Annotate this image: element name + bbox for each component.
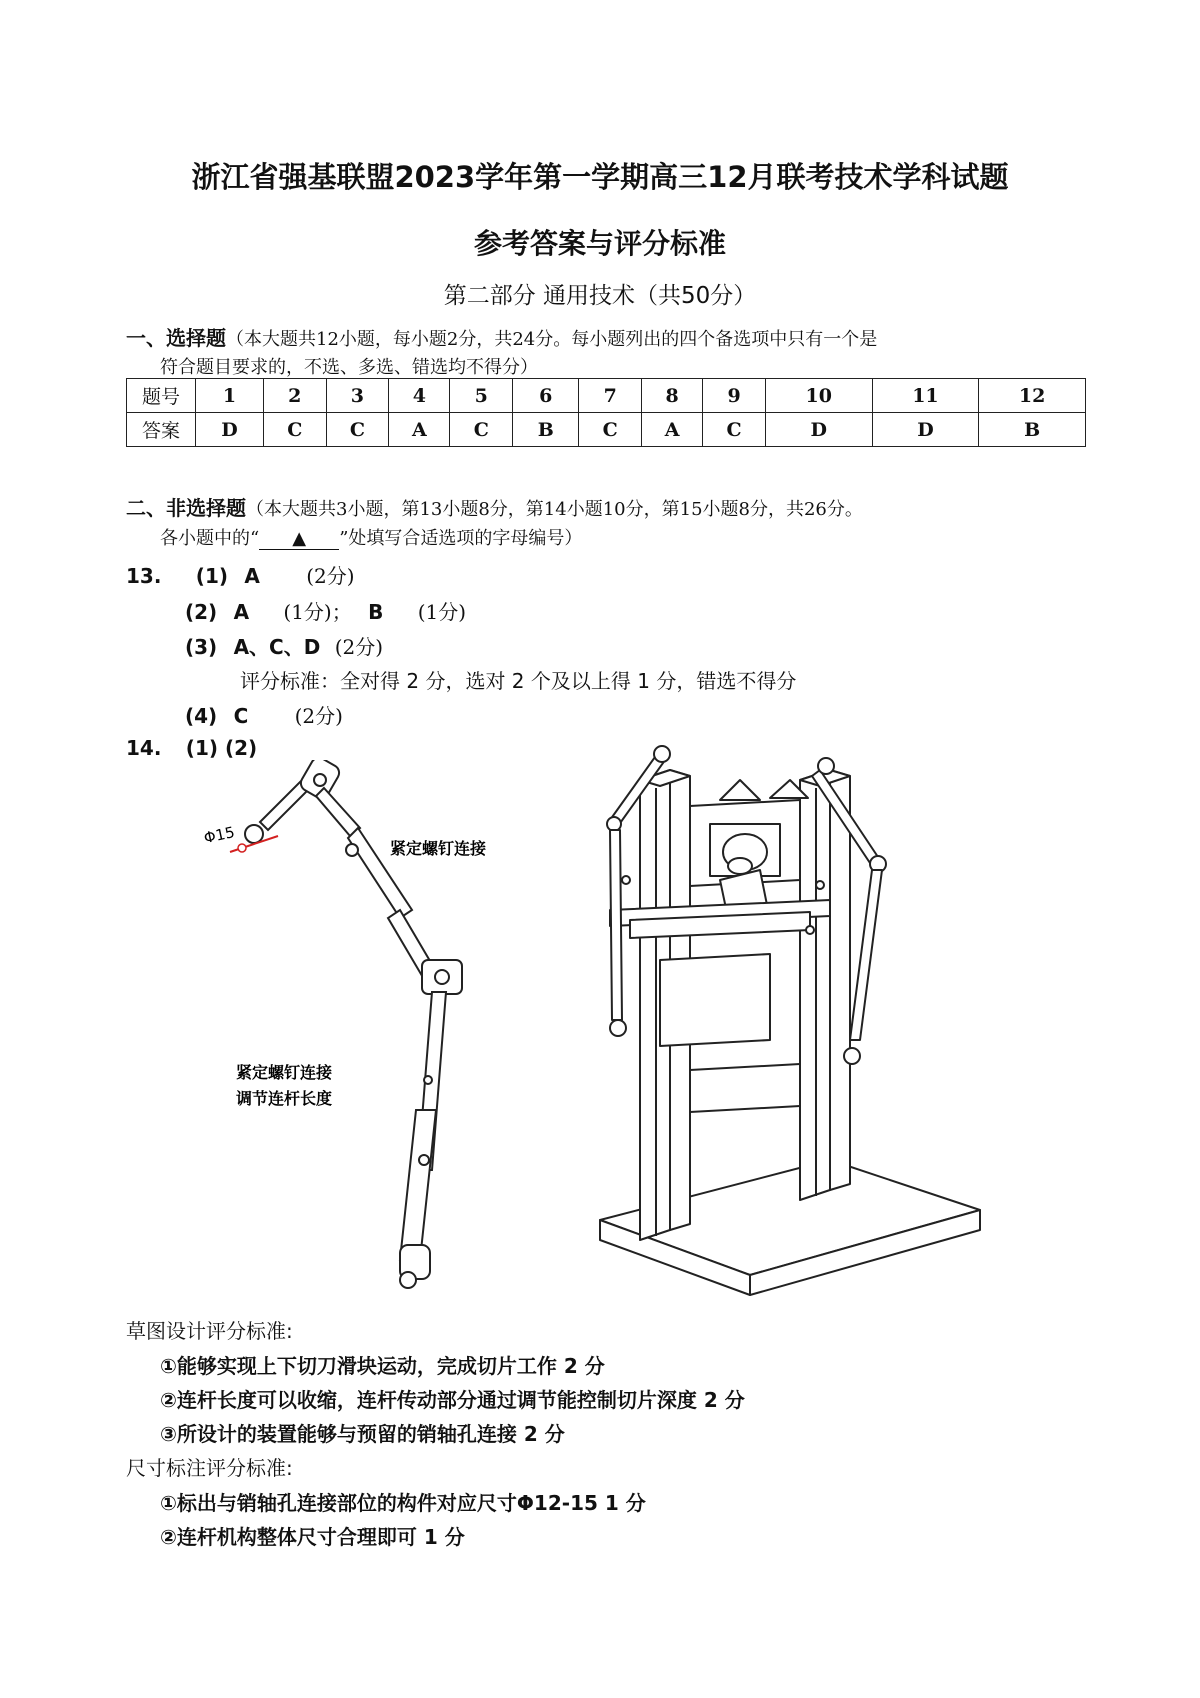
sketch-criteria-item-3: ③所设计的装置能够与预留的销轴孔连接 2 分 [160, 1422, 565, 1446]
blank-marker: ▲ [259, 528, 339, 550]
table-header-answer: 答案 [127, 413, 196, 447]
screw-label: 紧定螺钉连接 [390, 839, 487, 858]
section2-desc-1: （本大题共3小题，第13小题8分，第14小题10分，第15小题8分，共26分。 [246, 499, 863, 520]
table-cell-number: 4 [389, 379, 450, 413]
q13-p2-answer-a: A [233, 600, 250, 624]
q13-p3-answer: A、C、D [233, 635, 321, 659]
table-header-number: 题号 [127, 379, 196, 413]
dim-criteria-heading: 尺寸标注评分标准: [126, 1456, 293, 1480]
table-cell-answer: D [196, 413, 264, 447]
table-cell-number: 10 [765, 379, 872, 413]
sketch-criteria-heading: 草图设计评分标准: [126, 1319, 293, 1343]
screw-head-1 [346, 844, 358, 856]
q13-p4-score: (2分) [294, 704, 343, 728]
answer-table [126, 378, 1086, 447]
dim-criteria-item-2: ②连杆机构整体尺寸合理即可 1 分 [160, 1525, 465, 1549]
adjust-screw-1 [424, 1076, 432, 1084]
q13-line2 [185, 596, 466, 625]
table-cell-number: 9 [703, 379, 766, 413]
table-cell-number: 2 [263, 379, 326, 413]
section1-heading: 一、选择题 [126, 326, 226, 350]
table-cell-answer: B [979, 413, 1086, 447]
q13-p3-label: (3) [185, 635, 218, 659]
q13-p3-criteria: 评分标准：全对得 2 分，选对 2 个及以上得 1 分，错选不得分 [240, 669, 797, 693]
pivot-block-left [720, 780, 760, 800]
table-cell-answer: C [703, 413, 766, 447]
table-cell-answer: D [872, 413, 979, 447]
q13-p1-score: (2分) [306, 564, 355, 588]
blade-slider [660, 954, 770, 1046]
adjust-label-1: 紧定螺钉连接 [236, 1063, 333, 1082]
section2-line1 [126, 492, 863, 521]
table-cell-number: 7 [579, 379, 642, 413]
document-subtitle: 参考答案与评分标准 [473, 227, 726, 260]
q14-parts: (1) (2) [185, 736, 258, 760]
q13-line4 [185, 700, 343, 729]
sketch-criteria-item-1: ①能够实现上下切刀滑块运动，完成切片工作 2 分 [160, 1354, 605, 1378]
table-cell-answer: C [263, 413, 326, 447]
section1-desc-2: 符合题目要求的，不选、多选、错选均不得分） [160, 357, 538, 378]
table-cell-number: 12 [979, 379, 1086, 413]
document-title: 浙江省强基联盟2023学年第一学期高三12月联考技术学科试题 [191, 160, 1009, 194]
part-title: 第二部分 通用技术（共50分） [443, 283, 757, 309]
adjust-screw-2 [419, 1155, 429, 1165]
q13-line1 [126, 560, 355, 589]
section2-line2 [160, 524, 582, 550]
section1-line1 [126, 322, 877, 351]
table-cell-number: 5 [450, 379, 513, 413]
q13-p2-answer-b: B [368, 600, 384, 624]
q13-p4-answer: C [233, 704, 249, 728]
q13-line3 [185, 631, 383, 660]
section2-heading: 二、非选择题 [126, 496, 246, 520]
q13-p4-label: (4) [185, 704, 218, 728]
sketch-criteria-item-2: ②连杆长度可以收缩，连杆传动部分通过调节能控制切片深度 2 分 [160, 1388, 745, 1412]
right-link-lower [850, 870, 882, 1040]
diameter-label: Φ15 [202, 823, 237, 848]
q13-p3-score: (2分) [334, 635, 384, 659]
q14-line [126, 736, 257, 760]
table-cell-number: 1 [196, 379, 264, 413]
table-row-answers [127, 413, 1086, 447]
table-cell-number: 6 [513, 379, 579, 413]
q13-p2-score-a: (1分)； [283, 600, 352, 624]
q13-p2-score-b: (1分) [417, 600, 467, 624]
dim-criteria-item-1: ①标出与销轴孔连接部位的构件对应尺寸Φ12-15 1 分 [160, 1491, 646, 1515]
adjust-label-2: 调节连杆长度 [236, 1089, 333, 1108]
table-cell-number: 8 [642, 379, 703, 413]
q13-number: 13. [126, 564, 162, 588]
section2-desc-2a: 各小题中的“ [160, 528, 260, 549]
q13-p1-label: (1) [195, 564, 228, 588]
table-cell-answer: B [513, 413, 579, 447]
table-cell-number: 11 [872, 379, 979, 413]
table-cell-answer: C [326, 413, 389, 447]
table-cell-number: 3 [326, 379, 389, 413]
linkage-sketch [200, 760, 560, 1300]
q13-p2-label: (2) [185, 600, 218, 624]
table-cell-answer: D [765, 413, 872, 447]
section2-desc-2b: ”处填写合适选项的字母编号） [339, 528, 583, 549]
table-row-numbers [127, 379, 1086, 413]
q14-number: 14. [126, 736, 162, 760]
q13-p1-answer: A [244, 564, 260, 588]
left-link-lower [610, 830, 622, 1020]
table-cell-answer: C [579, 413, 642, 447]
cutting-machine-drawing [590, 740, 990, 1300]
left-end-pin [245, 825, 263, 843]
section1-desc-1: （本大题共12小题，每小题2分，共24分。每小题列出的四个备选项中只有一个是 [226, 329, 878, 350]
table-cell-answer: A [389, 413, 450, 447]
table-cell-answer: C [450, 413, 513, 447]
table-cell-answer: A [642, 413, 703, 447]
